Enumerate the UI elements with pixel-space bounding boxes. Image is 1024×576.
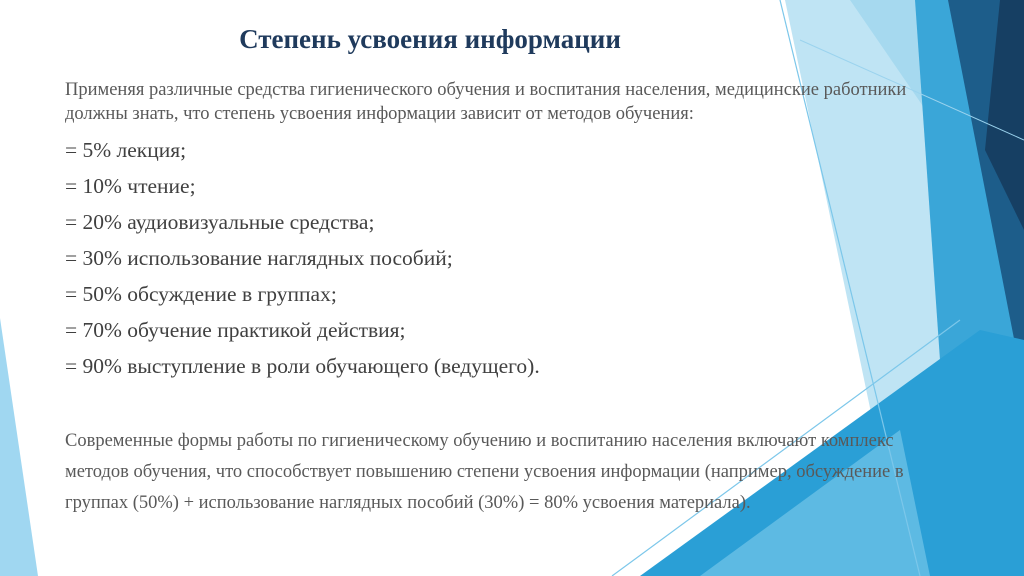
list-item: = 30% использование наглядных пособий; <box>65 246 453 270</box>
summary-paragraph: Современные формы работы по гигиеническому обучению и воспитанию населения включают комплекс методов обучения, что способствует повышению степени усвоения информации (например, обсуждение в группах (50%) + использование наглядных пособий (30%) = 80% усвоения материала). <box>65 431 904 513</box>
absorption-rate-list <box>65 132 925 384</box>
list-item: = 90% выступление в роли обучающего (ведущего). <box>65 354 540 378</box>
list-item: = 10% чтение; <box>65 174 196 198</box>
list-item: = 70% обучение практикой действия; <box>65 318 406 342</box>
list-item: = 5% лекция; <box>65 138 187 162</box>
left-accent-shape <box>0 318 38 576</box>
list-item: = 20% аудиовизуальные средства; <box>65 210 375 234</box>
intro-paragraph: Применяя различные средства гигиенического обучения и воспитания населения, медицинские работники должны знать, что степень усвоения информации зависит от методов обучения: <box>65 80 907 124</box>
list-item: = 50% обсуждение в группах; <box>65 282 337 306</box>
slide-title: Степень усвоения информации <box>239 24 621 54</box>
